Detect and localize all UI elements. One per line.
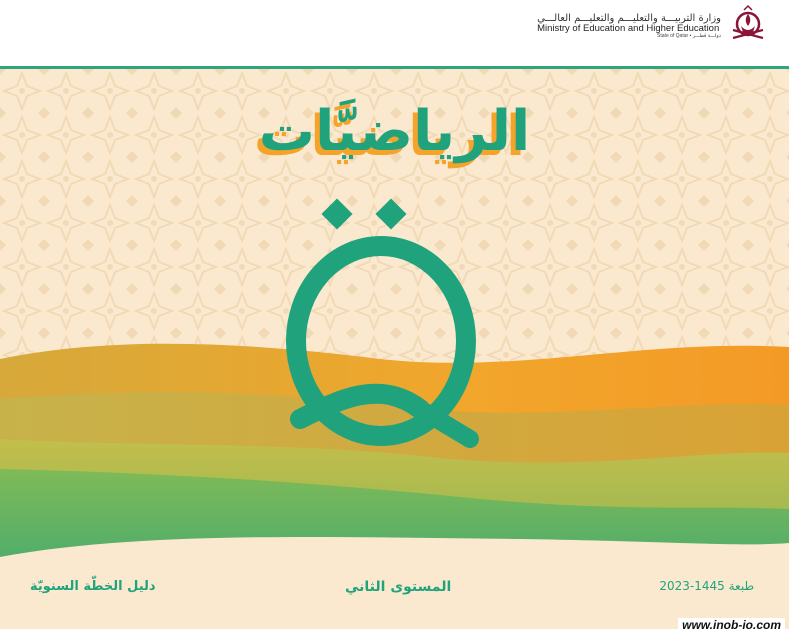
- ministry-name-ar: وزارة التربيـــة والتعليـــم والتعليـــم العالـــي: [537, 12, 721, 24]
- qatar-emblem-icon: [727, 4, 769, 48]
- book-title: الرياضيَّات: [258, 99, 531, 164]
- edition-label: طبعة 1445-2023: [659, 579, 754, 593]
- guide-label: دليل الخطّة السنويّة: [30, 579, 156, 594]
- website-watermark: www.inob-io.com: [678, 618, 785, 632]
- qaf-letter-icon: [0, 69, 789, 629]
- ministry-text: [537, 13, 721, 40]
- book-cover: [0, 66, 789, 629]
- level-label: المستوى الثاني: [345, 579, 452, 595]
- ministry-name-en: Ministry of Education and Higher Education: [537, 22, 720, 34]
- header: [0, 0, 789, 66]
- ministry-logo: [537, 4, 769, 48]
- ministry-state: State of Qatar • دولـــة قطـــر: [657, 32, 721, 39]
